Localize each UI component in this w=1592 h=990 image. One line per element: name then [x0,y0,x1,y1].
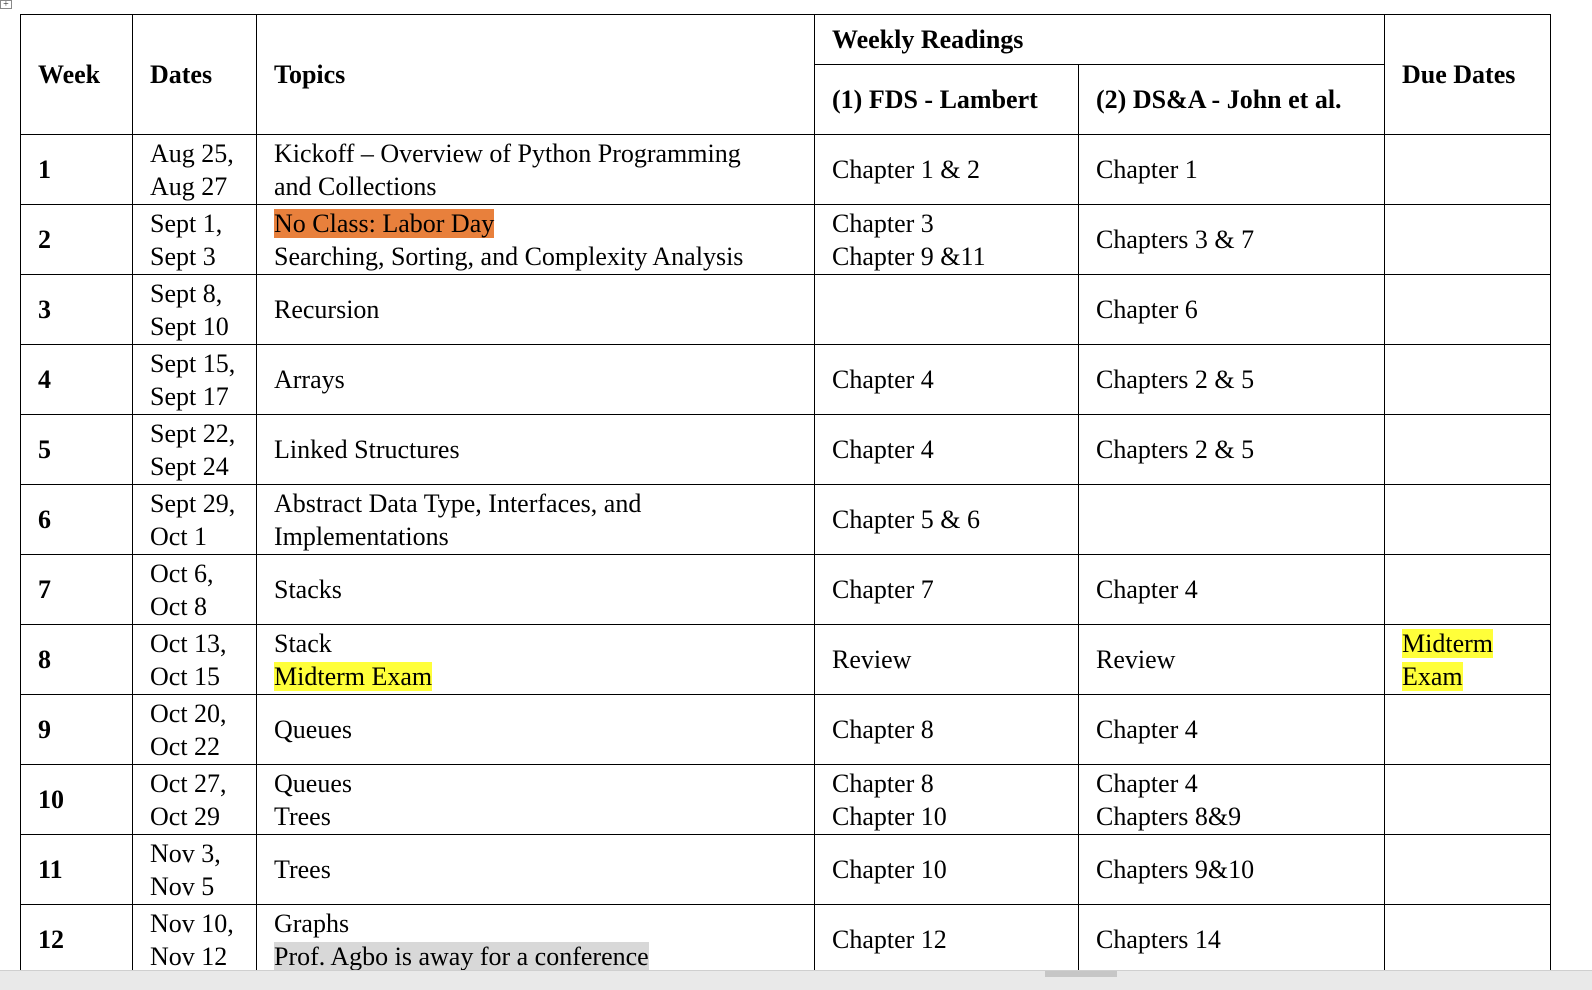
topics-line: Graphs [274,908,350,938]
table-row [21,205,1551,275]
topics-line: Queues [274,715,352,744]
dsa-reading-cell [1079,835,1385,905]
fds-line: Chapter 3 [832,208,934,238]
topics-line [274,207,814,240]
table-row [21,345,1551,415]
due-dates-cell [1385,415,1551,485]
dsa-reading-cell [1079,135,1385,205]
dates-cell [133,835,257,905]
topics-cell [257,625,815,695]
table-row [21,765,1551,835]
due-dates-cell [1385,135,1551,205]
dsa-line: Chapters 9&10 [1096,855,1255,884]
topics-line: Trees [274,855,331,884]
dates-cell [133,345,257,415]
dates-line: Sept 1, [150,208,223,238]
fds-reading-cell [815,555,1079,625]
dates-line: Sept 15, [150,348,236,378]
due-dates-cell [1385,345,1551,415]
dsa-line: Chapters 14 [1096,925,1221,954]
topics-line: Recursion [274,295,380,324]
topics-line: Queues [274,768,352,798]
due-line [1402,660,1550,693]
dsa-reading-cell [1079,415,1385,485]
due-dates-cell [1385,765,1551,835]
fds-reading-cell [815,275,1079,345]
dates-cell [133,695,257,765]
due-dates-cell [1385,695,1551,765]
dates-line: Sept 22, [150,418,236,448]
topics-cell [257,135,815,205]
dsa-line: Chapter 4 [1096,575,1198,604]
topics-line: and Collections [274,171,437,201]
topics-line: Stacks [274,575,342,604]
due-dates-cell [1385,205,1551,275]
dates-line: Oct 20, [150,698,227,728]
dates-line: Oct 13, [150,628,227,658]
dsa-reading-cell [1079,485,1385,555]
dsa-line: Chapter 6 [1096,295,1198,324]
dsa-reading-cell [1079,905,1385,975]
due-dates-cell [1385,835,1551,905]
fds-line: Chapter 10 [832,855,947,884]
due-dates-cell [1385,275,1551,345]
topics-cell [257,275,815,345]
dsa-line: Chapter 4 [1096,768,1198,798]
topics-line: Abstract Data Type, Interfaces, and [274,488,642,518]
dsa-reading-cell [1079,205,1385,275]
fds-line: Chapter 12 [832,925,947,954]
highlighted-text: No Class: Labor Day [274,208,495,238]
dates-line: Sept 29, [150,488,236,518]
fds-line: Chapter 4 [832,435,934,464]
fds-line: Chapter 10 [832,801,947,831]
header-book-fds: (1) FDS - Lambert [815,65,1079,135]
course-schedule-table [20,14,1551,975]
dates-line: Sept 24 [150,451,229,481]
table-row [21,555,1551,625]
topics-line: Implementations [274,521,449,551]
week-number: 2 [21,205,133,275]
fds-reading-cell [815,765,1079,835]
topics-line: Linked Structures [274,435,460,464]
week-number: 3 [21,275,133,345]
topics-line [274,660,814,693]
week-number: 11 [21,835,133,905]
highlighted-text: Exam [1402,661,1463,691]
week-number: 4 [21,345,133,415]
dates-cell [133,625,257,695]
dsa-line: Chapters 8&9 [1096,801,1242,831]
horizontal-scrollbar[interactable] [0,970,1592,990]
week-number: 1 [21,135,133,205]
week-number: 6 [21,485,133,555]
dates-cell [133,765,257,835]
week-number: 8 [21,625,133,695]
dates-cell [133,415,257,485]
due-dates-cell [1385,905,1551,975]
topics-cell [257,695,815,765]
dates-line: Aug 25, [150,138,234,168]
table-row [21,625,1551,695]
highlighted-text: Prof. Agbo is away for a conference [274,941,649,971]
table-move-handle-icon[interactable]: + [0,0,12,9]
header-topics: Topics [257,15,815,135]
dates-line: Sept 8, [150,278,223,308]
dates-line: Oct 15 [150,661,221,691]
scrollbar-thumb[interactable] [1045,971,1117,977]
dates-cell [133,135,257,205]
dsa-line: Chapters 3 & 7 [1096,225,1255,254]
topics-line: Searching, Sorting, and Complexity Analysis [274,241,744,271]
dsa-line: Chapters 2 & 5 [1096,435,1255,464]
topics-line [274,940,814,973]
highlighted-text: Midterm [1402,628,1493,658]
topics-cell [257,415,815,485]
dates-line: Aug 27 [150,171,228,201]
table-row [21,275,1551,345]
topics-cell [257,205,815,275]
table-row [21,415,1551,485]
week-number: 9 [21,695,133,765]
dsa-reading-cell [1079,625,1385,695]
topics-cell [257,555,815,625]
fds-line: Chapter 1 & 2 [832,155,981,184]
dates-cell [133,275,257,345]
topics-line: Trees [274,801,331,831]
week-number: 10 [21,765,133,835]
highlighted-text: Midterm Exam [274,661,433,691]
due-dates-cell [1385,555,1551,625]
table-row [21,835,1551,905]
due-dates-cell [1385,485,1551,555]
fds-line: Chapter 5 & 6 [832,505,981,534]
dates-line: Oct 27, [150,768,227,798]
fds-reading-cell [815,205,1079,275]
dates-cell [133,555,257,625]
week-number: 5 [21,415,133,485]
fds-line: Chapter 9 &11 [832,241,986,271]
fds-reading-cell [815,485,1079,555]
dates-line: Oct 1 [150,521,208,551]
dates-line: Sept 10 [150,311,229,341]
header-book-dsa: (2) DS&A - John et al. [1079,65,1385,135]
dates-line: Oct 6, [150,558,214,588]
topics-line: Arrays [274,365,345,394]
header-dates: Dates [133,15,257,135]
topics-cell [257,765,815,835]
table-row [21,695,1551,765]
fds-reading-cell [815,905,1079,975]
header-week: Week [21,15,133,135]
fds-reading-cell [815,625,1079,695]
dates-line: Oct 8 [150,591,208,621]
header-due-dates: Due Dates [1385,15,1551,135]
dates-cell [133,905,257,975]
dsa-line: Chapter 4 [1096,715,1198,744]
topics-cell [257,485,815,555]
fds-line: Chapter 8 [832,715,934,744]
fds-reading-cell [815,835,1079,905]
fds-line: Chapter 4 [832,365,934,394]
fds-reading-cell [815,415,1079,485]
week-number: 7 [21,555,133,625]
dates-line: Oct 29 [150,801,221,831]
dsa-reading-cell [1079,765,1385,835]
fds-reading-cell [815,695,1079,765]
topics-cell [257,835,815,905]
topics-cell [257,905,815,975]
topics-line: Stack [274,628,332,658]
dsa-line: Chapter 1 [1096,155,1198,184]
table-row [21,135,1551,205]
schedule-body [21,135,1551,975]
table-row [21,905,1551,975]
dates-line: Sept 3 [150,241,216,271]
dates-line: Oct 22 [150,731,221,761]
fds-line: Chapter 8 [832,768,934,798]
fds-line: Chapter 7 [832,575,934,604]
dates-line: Nov 3, [150,838,221,868]
topics-cell [257,345,815,415]
topics-line: Kickoff – Overview of Python Programming [274,138,741,168]
week-number: 12 [21,905,133,975]
dates-line: Nov 5 [150,871,215,901]
due-dates-cell [1385,625,1551,695]
dsa-reading-cell [1079,345,1385,415]
dsa-reading-cell [1079,555,1385,625]
dsa-reading-cell [1079,275,1385,345]
header-weekly-readings: Weekly Readings [815,15,1385,65]
fds-reading-cell [815,345,1079,415]
dates-line: Nov 10, [150,908,234,938]
dsa-line: Review [1096,645,1176,674]
table-row [21,485,1551,555]
dates-line: Sept 17 [150,381,229,411]
fds-line: Review [832,645,912,674]
dsa-reading-cell [1079,695,1385,765]
due-line [1402,627,1550,660]
fds-reading-cell [815,135,1079,205]
dsa-line: Chapters 2 & 5 [1096,365,1255,394]
dates-cell [133,485,257,555]
dates-cell [133,205,257,275]
dates-line: Nov 12 [150,941,228,971]
